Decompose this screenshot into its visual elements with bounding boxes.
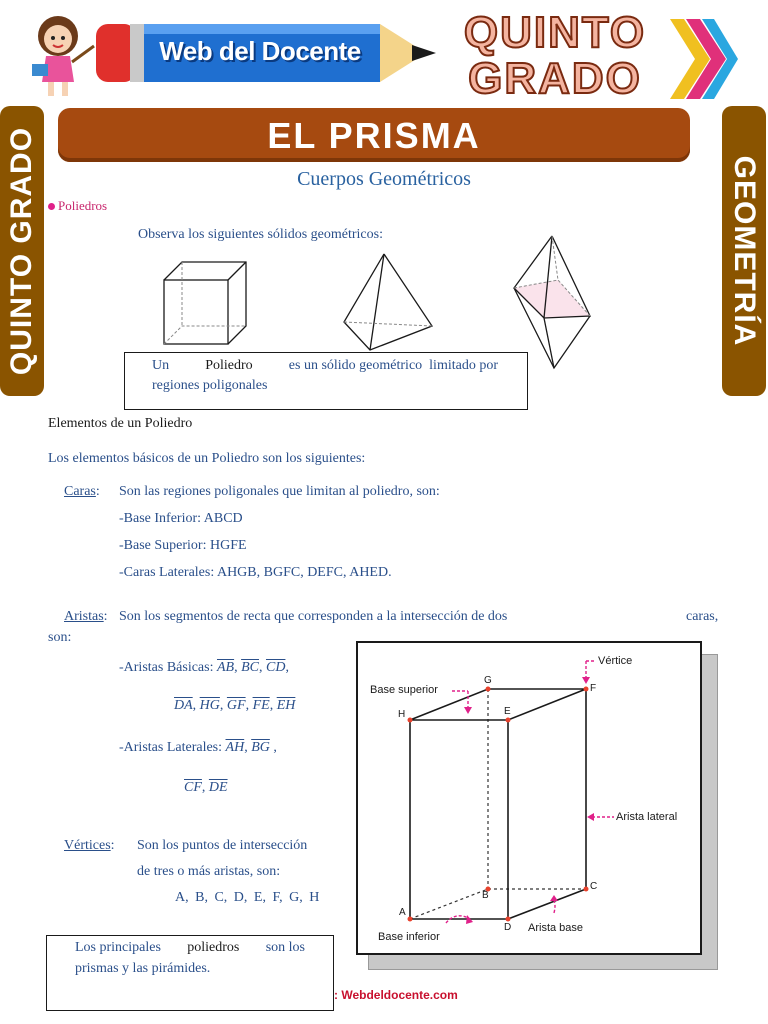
elements-heading: Elementos de un Poliedro (48, 416, 193, 431)
side-label-right (722, 106, 766, 396)
vertex-label-b: B (482, 890, 489, 901)
side-label-right-text: GEOMETRÍA (728, 155, 761, 347)
footer-url: : Webdeldocente.com (334, 988, 458, 1002)
edge-da: $\overline{DA}$ (174, 698, 193, 713)
aristas-colon: : (103, 609, 108, 624)
definition-part1: Un (152, 358, 170, 373)
aristas-basicas-label: -Aristas Básicas: (119, 660, 214, 675)
definition-part2: es un sólido geométrico limitado por (288, 358, 498, 373)
edge-bg: $\overline{BG}$ (251, 740, 270, 755)
subtitle: Cuerpos Geométricos (297, 168, 471, 190)
cube-solid-icon (160, 258, 252, 348)
callout-base-superior: Base superior (370, 684, 438, 696)
callout-arista-lateral: Arista lateral (616, 811, 678, 823)
caras-item: -Caras Laterales: AHGB, BGFC, DEFC, AHED. (119, 565, 392, 580)
vertex-label-f: F (590, 683, 597, 694)
aristas-desc-end: caras, (686, 609, 719, 624)
final-note-part2: son los (265, 940, 305, 955)
section-poliedros: Poliedros (58, 198, 108, 213)
caras-heading (64, 484, 100, 500)
final-note-line1 (75, 940, 305, 956)
vertices-desc1: Son los puntos de intersección (137, 838, 308, 853)
edge-gf: $\overline{GF}$ (226, 698, 246, 713)
page-title: EL PRISMA (267, 115, 481, 156)
teacher-mascot-icon (28, 12, 100, 100)
header (0, 0, 768, 104)
edge-bc: $\overline{BC}$ (241, 660, 259, 675)
vertex-label-g: G (484, 675, 492, 686)
observe-text: Observa los siguientes sólidos geométricos: (138, 227, 383, 242)
aristas-laterales-row1: -Aristas Laterales: $\overline{AH}$, $\overline{BG}$ , (119, 740, 277, 755)
aristas-laterales-row2: $\overline{CF}$, $\overline{DE}$ (184, 780, 228, 795)
vertex-label-c: C (590, 881, 598, 892)
vertices-heading (64, 838, 115, 854)
callout-base-inferior: Base inferior (378, 931, 440, 943)
definition-line2: regiones poligonales (152, 378, 268, 393)
edge-hg: $\overline{HG}$ (199, 698, 220, 713)
aristas-basicas-row1: -Aristas Básicas: $\overline{AB}$, $\overline{BC}$, $\overline{CD}$, (119, 660, 289, 675)
edge-cf: $\overline{CF}$ (184, 780, 202, 795)
aristas-basicas-row2: $\overline{DA}$, $\overline{HG}$, $\overline{GF}$, $\overline{FE}$, $\overline{EH}$ (174, 698, 296, 713)
bipyramid-solid-icon (510, 232, 596, 372)
vertices-colon: : (110, 838, 115, 853)
edge-fe: $\overline{FE}$ (252, 698, 270, 713)
final-note-term: poliedros (187, 940, 240, 955)
grade-line1: QUINTO (463, 8, 647, 57)
edge-lat-trailing-comma: , (273, 740, 277, 755)
vertices-label: Vértices (64, 838, 111, 853)
tetrahedron-solid-icon (340, 250, 436, 356)
logo-text: Web del Docente (159, 36, 361, 66)
edge-row1-trailing-comma: , (285, 660, 289, 675)
vertex-label-h: H (398, 709, 406, 720)
final-note-line2: prismas y las pirámides. (75, 961, 211, 976)
edge-eh: $\overline{EH}$ (276, 698, 296, 713)
edge-cd: $\overline{CD}$ (265, 660, 286, 675)
vertex-label-a: A (399, 907, 406, 918)
callout-arista-base: Arista base (528, 922, 584, 934)
aristas-desc-line2: son: (48, 630, 72, 645)
vertex-label-e: E (504, 706, 511, 717)
grade-line2: GRADO (468, 54, 642, 103)
aristas-desc: Son los segmentos de recta que corresponden a la intersección de dos (119, 609, 508, 624)
caras-item: -Base Superior: HGFE (119, 538, 247, 553)
side-label-left-text: QUINTO GRADO (5, 126, 38, 376)
final-note-part1: Los principales (75, 940, 161, 955)
callout-vertice: Vértice (598, 655, 633, 667)
aristas-heading (64, 609, 108, 625)
caras-label: Caras (64, 484, 96, 499)
vertex-label-d: D (504, 922, 512, 933)
prism-diagram (356, 641, 702, 955)
edge-ah: $\overline{AH}$ (225, 740, 245, 755)
vertices-list: A, B, C, D, E, F, G, H (175, 890, 320, 905)
aristas-laterales-label: -Aristas Laterales: (119, 740, 223, 755)
elements-intro: Los elementos básicos de un Poliedro son los siguientes: (48, 451, 366, 466)
bullet-dot-icon (48, 203, 55, 210)
definition-line1 (152, 358, 498, 374)
vertices-desc2: de tres o más aristas, son: (137, 864, 281, 879)
side-label-left (0, 106, 44, 396)
definition-term: Poliedro (205, 358, 253, 373)
caras-item: -Base Inferior: ABCD (119, 511, 243, 526)
edge-ab: $\overline{AB}$ (216, 660, 235, 675)
aristas-label: Aristas (64, 609, 104, 624)
caras-desc: Son las regiones poligonales que limitan al poliedro, son: (119, 484, 440, 499)
edge-de: $\overline{DE}$ (208, 780, 228, 795)
caras-colon: : (95, 484, 100, 499)
